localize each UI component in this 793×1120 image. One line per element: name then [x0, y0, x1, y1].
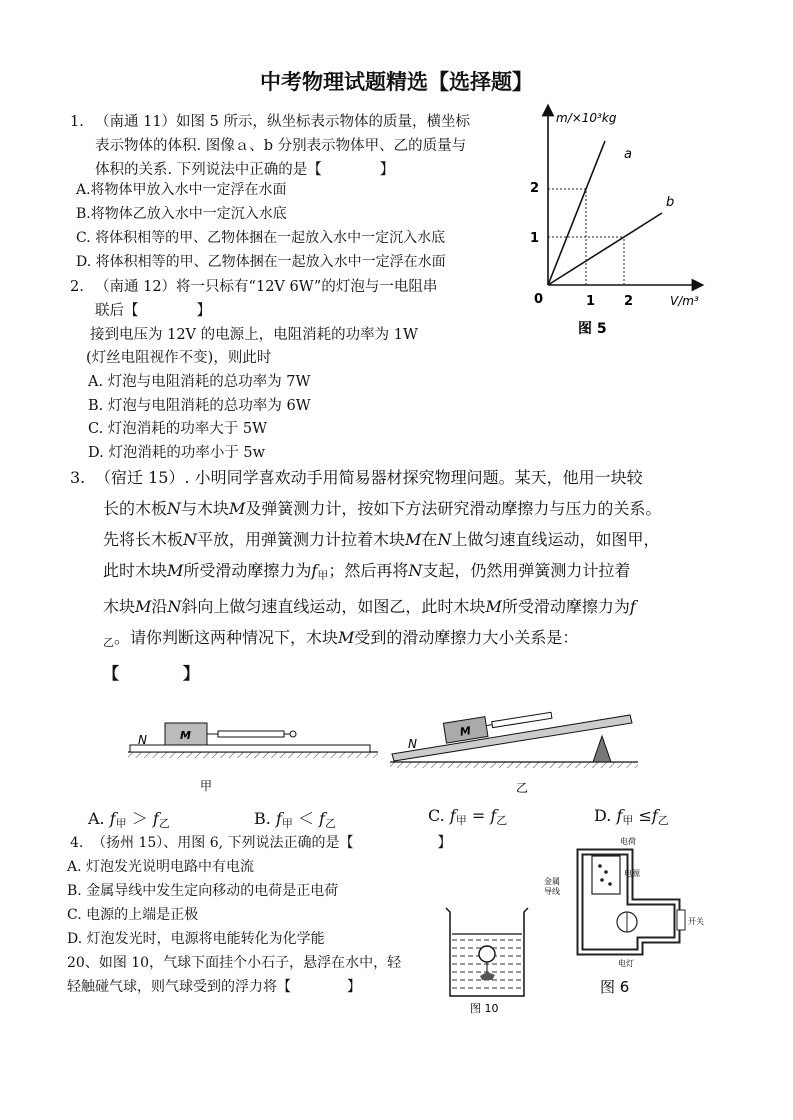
var-n: N: [167, 499, 182, 518]
var-m: M: [485, 597, 502, 616]
q20-line: 轻触碰气球，则气球受到的浮力将【 】: [67, 979, 361, 995]
q4-number: 4.: [70, 835, 84, 851]
board-n-label: N: [408, 737, 417, 751]
q2-option-a: A. 灯泡与电阻消耗的总功率为 7W: [88, 374, 311, 390]
series-b-label: b: [666, 195, 675, 210]
q3-text: 沿: [151, 597, 168, 616]
q3-text: 所受滑动摩擦力为: [183, 561, 312, 580]
var-m: M: [229, 499, 246, 518]
figure-6-caption: 图 6: [600, 978, 630, 996]
var-f: f: [311, 561, 318, 580]
q4-option-b: B. 金属导线中发生定向移动的电荷是正电荷: [67, 883, 339, 899]
label-charge: 电荷: [620, 837, 636, 846]
q4-line: （扬州 15）、用图 6, 下列说法正确的是【 】: [92, 835, 452, 851]
q3-option-c: C. $f_甲 = f_乙$: [428, 806, 508, 827]
var-f: f: [629, 597, 636, 616]
sub-jia: 甲: [317, 569, 329, 582]
q3-number: 3.: [70, 468, 86, 487]
block-m-label: M: [180, 729, 191, 742]
q3-text: 所受滑动摩擦力为: [501, 597, 630, 616]
q1-line: 体积的关系. 下列说法中正确的是【 】: [95, 162, 395, 178]
series-a-label: a: [624, 147, 632, 162]
q3-answer-bracket: 【 】: [103, 664, 200, 683]
label-lamp: 电灯: [618, 959, 634, 968]
figure-6-circuit: [542, 832, 712, 1002]
q20-line: 20、如图 10，气球下面挂个小石子，悬浮在水中，轻: [67, 955, 402, 971]
q3-option-a: A. $f_甲 > f_乙$: [88, 809, 170, 830]
y-axis-label: m/×10³kg: [556, 111, 617, 125]
balloon-icon: [479, 946, 495, 962]
q2-option-b: B. 灯泡与电阻消耗的总功率为 6W: [88, 398, 311, 414]
q2-option-d: D. 灯泡消耗的功率小于 5w: [88, 445, 266, 461]
var-m: M: [167, 561, 184, 580]
q3-text: ；然后再将: [328, 561, 409, 580]
stone-icon: [480, 972, 495, 980]
q3-option-d: D. $f_甲 \le f_乙$: [594, 806, 669, 827]
q3-text: （宿迁 15）. 小明同学喜欢动手用简易器材探究物理问题。某天，他用一块较: [95, 468, 643, 487]
q3-text: 木块: [103, 597, 136, 616]
q2-line: （南通 12）将一只标有“12V 6W”的灯泡与一电阻串: [95, 279, 438, 295]
var-n: N: [167, 597, 182, 616]
var-m: M: [338, 628, 355, 647]
y-tick-label: 1: [530, 231, 540, 246]
label-switch: 开关: [688, 917, 704, 926]
block-m-label: M: [458, 724, 472, 739]
q3-text: 受到的滑动摩擦力大小关系是：: [354, 628, 579, 647]
var-m: M: [135, 597, 152, 616]
q2-line: 接到电压为 12V 的电源上，电阻消耗的功率为 1W: [90, 327, 418, 343]
q3-option-b: B. $f_甲 < f_乙$: [254, 809, 336, 830]
friction-figures: [110, 690, 710, 800]
var-n: N: [183, 530, 198, 549]
series-line-a: [548, 141, 605, 285]
series-line-b: [548, 213, 662, 285]
figure-jia-label: 甲: [200, 779, 213, 793]
q3-text: 长的木板: [103, 499, 168, 518]
q3-text: 此时木块: [103, 561, 168, 580]
q1-line: （南通 11）如图 5 所示，纵坐标表示物体的质量，横坐标: [95, 114, 471, 130]
figure-10-beaker: [440, 900, 540, 1020]
page-title: 中考物理试题精选【选择题】: [260, 70, 533, 94]
figure-yi-label: 乙: [516, 781, 529, 795]
var-m: M: [405, 530, 422, 549]
x-tick-label: 1: [586, 294, 596, 309]
q1-option-d: D. 将体积相等的甲、乙物体捆在一起放入水中一定浮在水面: [76, 254, 446, 270]
q2-line: (灯丝电阻视作不变)，则此时: [86, 350, 272, 366]
q3-text: 。请你判断这两种情况下，木块: [114, 628, 339, 647]
figure-yi: [390, 706, 638, 795]
figure-10-caption: 图 10: [470, 1002, 499, 1015]
q1-option-c: C. 将体积相等的甲、乙物体捆在一起放入水中一定沉入水底: [76, 230, 446, 246]
q3-text: 先将长木板: [103, 530, 184, 549]
q3-body: [95, 462, 720, 689]
q3-text: 平放，用弹簧测力计拉着木块: [197, 530, 406, 549]
q4-option-d: D. 灯泡发光时，电源将电能转化为化学能: [67, 931, 325, 947]
q2-option-c: C. 灯泡消耗的功率大于 5W: [88, 421, 268, 437]
figure-jia: [128, 723, 378, 793]
board-n-label: N: [138, 733, 147, 747]
figure-5-chart: [520, 100, 720, 340]
q3-text: 支起，仍然用弹簧测力计拉着: [422, 561, 631, 580]
y-tick-label: 2: [530, 181, 540, 196]
x-tick-label: 2: [624, 294, 634, 309]
label-wire: 金属: [544, 877, 560, 886]
q3-text: 在: [421, 530, 438, 549]
label-wire: 导线: [544, 887, 560, 896]
q1-line: 表示物体的体积. 图像ａ、b 分别表示物体甲、乙的质量与: [95, 138, 467, 154]
var-n: N: [437, 530, 452, 549]
q4-option-a: A. 灯泡发光说明电路中有电流: [67, 859, 255, 875]
var-n: N: [408, 561, 423, 580]
origin-label: 0: [534, 292, 544, 307]
q3-text: 及弹簧测力计，按如下方法研究滑动摩擦力与压力的关系。: [245, 499, 662, 518]
q2-number: 2.: [70, 279, 84, 295]
q4-option-c: C. 电源的上端是正极: [67, 907, 199, 923]
figure-5-caption: 图 5: [578, 321, 607, 337]
x-axis-label: V/m³: [670, 294, 699, 308]
label-source: 电源: [624, 869, 640, 878]
q1-option-b: B.将物体乙放入水中一定沉入水底: [76, 206, 287, 222]
q3-text: 上做匀速直线运动，如图甲，: [451, 530, 660, 549]
q3-text: 斜向上做匀速直线运动，如图乙，此时木块: [181, 597, 486, 616]
q3-text: 与木块: [181, 499, 230, 518]
q1-number: 1.: [70, 114, 84, 130]
sub-yi: 乙: [103, 636, 114, 649]
q1-option-a: A.将物体甲放入水中一定浮在水面: [76, 182, 287, 198]
q2-line: 联后【 】: [95, 303, 211, 319]
